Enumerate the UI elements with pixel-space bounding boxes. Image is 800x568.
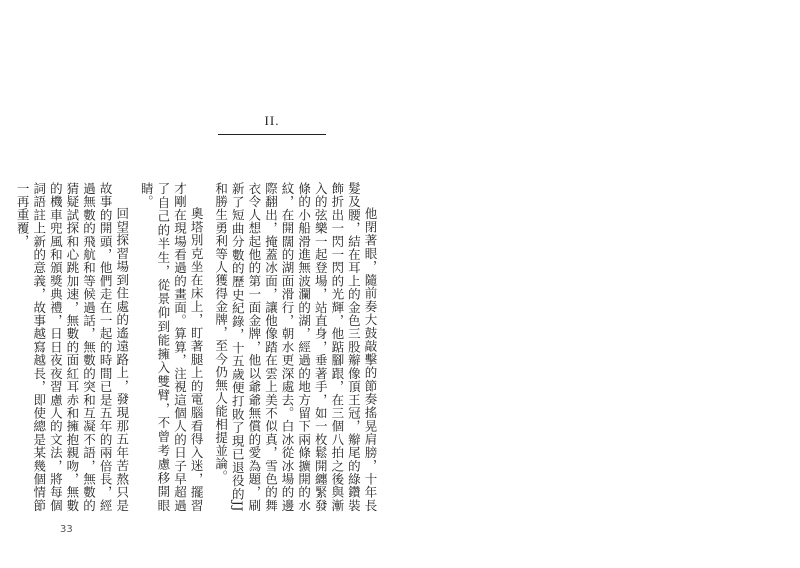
paragraph-3: 回望探習場到住處的遙遠路上，發現那五年苦熬只是故事的開頭，他們走在一起的時間已是五年的兩倍長，經過無數的飛航和等候過話，無數的突和互凝不語，無數的猜疑試探和心跳加速，無數的面紅耳赤和擁抱親吻，無數的機車兜風和頒獎典禮，日日夜夜習慮人的文法，將每個詞語註上新的意義，故事越寫越長，即使總是某幾個情節一再重覆， [15, 182, 130, 512]
chapter-heading [218, 112, 326, 135]
body-text [15, 182, 378, 512]
chapter-divider [218, 134, 326, 135]
chapter-number: II. [264, 113, 280, 128]
paragraph-1: 他閉著眼，隨前奏大鼓敲擊的節奏搖晃肩膀，十年長髮及腰，結在耳上的金色三股辮像頂王冠，辮尾的綠鑽裝飾折出一閃一閃的光輝，他踮腳跟，在三個八拍之後與漸入的弦樂一起登場，站直身，垂著手，如一枚鬆開纏緊發條的小船滑進無波瀾的湖，經過的地方留下兩條擴開的水紋，在開闊的湖面滑行，朝水更深處去。白冰從冰場的邊際翻出，掩蓋冰面，讓他像踏在雲上美不似真，雪色的舞衣令人想起他的第一面金牌，他以爺爺無償的愛為題，刷新了短曲分數的歷史紀錄，十五歲便打敗了現已退役的JJ和勝生勇利等人獲得金牌，至今仍無人能相提並論。 [213, 182, 378, 512]
paragraph-2: 奧塔別克坐在床上，盯著腿上的電腦看得入迷，擺習才剛在現場看過的畫面。算算，注視這個人的日子早超過了自己的半生，從景仰到能擁入雙臂，不曾考慮移開眼睛。 [139, 182, 205, 512]
page-number: 33 [60, 524, 73, 535]
